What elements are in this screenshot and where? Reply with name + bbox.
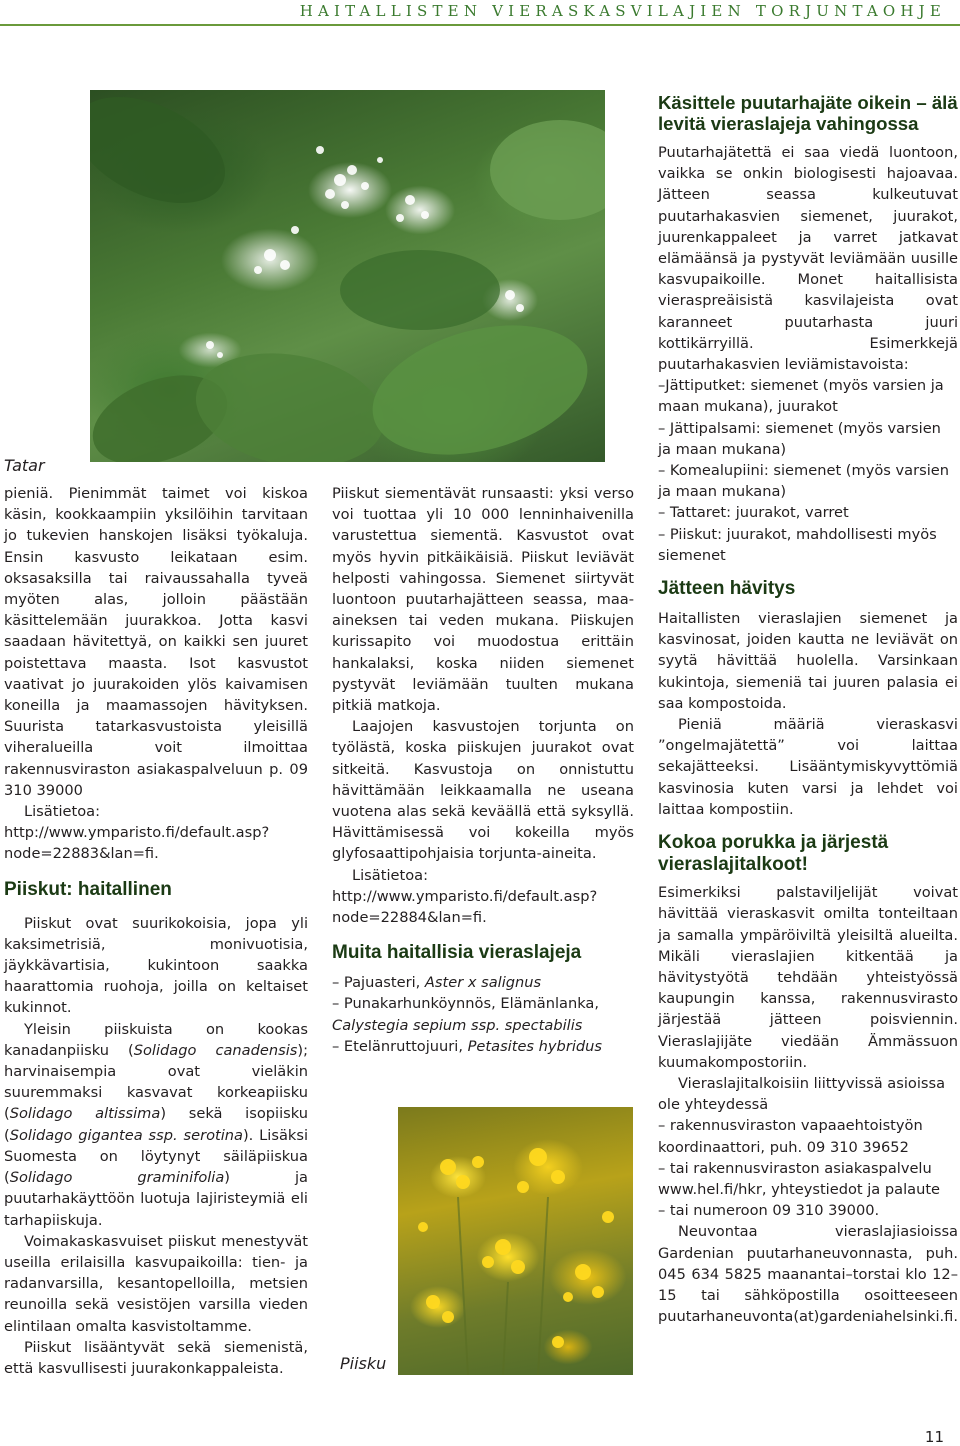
waste-disposal-heading: Jätteen hävitys	[658, 578, 796, 600]
column-1	[4, 483, 308, 1379]
other-species-item: – Punakarhunköynnös, Elämänlanka, Calystegia sepium ssp. spectabilis	[332, 995, 600, 1034]
gardenia-advice-paragraph: Neuvontaa vieraslajiasioissa Gardenian puutarhaneuvonnasta, puh. 045 634 5825 maanantai–torstai klo 12–15 tai sähköpostilla osoitteeseen puutarhaneuvonta(at)gardeniahelsinki.fi.	[658, 1223, 958, 1326]
contact-coordinator: – rakennusviraston vapaaehtoistyön koordinaattori, puh. 09 310 39652	[658, 1117, 923, 1156]
tatar-removal-paragraph: pieniä. Pienimmät taimet voi kiskoa käsin, kookkaampiin yksilöihin tarvitaan jo tukevien hanskojen lisäksi työkaluja. Ensin kasvusto leikataan esim. oksasaksilla tai raivaussahalla tyveä myöten alas, jolloin päästään käsittelemään juurakkoa. Jotta kasvi saadaan hävitettyä, on kaikki sen juuret poistettava maasta. Isot kasvustot vaativat jo juurakoiden ylös kaivamisen koneilla ja maamassojen hävityksen. Suurista tatarkasvustoista yleisillä viheralueilla voit ilmoittaa rakennusviraston asiakaspalveluun p. 09 310 39000	[4, 485, 308, 799]
species-text-1: Yleisin piiskuista on kookas kanadanpiisku (	[4, 1020, 308, 1059]
column-2	[332, 483, 634, 1057]
piiskut-heading: Piiskut: haitallinen	[4, 878, 172, 900]
garden-waste-heading: Käsittele puutarhajäte oikein – älä levitä vieraslajeja vahingossa	[658, 92, 958, 134]
running-header	[0, 0, 960, 26]
piiskut-spread-paragraph: Piiskut siementävät runsaasti: yksi verso voi tuottaa yli 10 000 lenninhaivenilla varustettua siementä. Kasvustot ovat myös hyvin pitkäikäisiä. Piiskut leviävät helposti vahingossa. Siemenet siirtyvät luontoon puutarhajätteen seassa, maa-aineksen tai veden mukana. Piiskujen kurissapito voi muodostua erittäin hankalaksi, koska niiden siemenet pystyvät leviämään tuulten mukana pitkiä matkoja.	[332, 485, 634, 715]
piiskut-habitat-paragraph: Voimakaskasvuiset piiskut menestyvät useilla erilaisilla kasvupaikoilla: tien- ja radanvarsilla, kesantopelloilla, metsien reunoilla sekä vesistöjen varsilla vieden elintilaan omalta kasvistoltamme.	[4, 1232, 308, 1335]
species-name-gigantea: Solidago gigantea ssp. serotina	[9, 1126, 243, 1144]
piiskut-control-paragraph: Laajojen kasvustojen torjunta on työlästä, koska piiskujen juurakot ovat sitkeitä. Kasvustoja on onnistuttu hävittämään leikkaamalla ne useana vuotena alas sekä keväällä että syksyllä. Hävittämisessä voi kokeilla myös glyfosaattipohjaisia torjunta-aineita.	[332, 718, 634, 863]
spread-method-item: – Piiskut: juurakot, mahdollisesti myös siemenet	[658, 525, 937, 564]
small-waste-paragraph: Pieniä määriä vieraskasvi ”ongelmajätettä” voi laittaa sekajätteeksi. Lisääntymiskyvyttömiä kasvinosia kuten varsi ja lehdet voi laittaa kompostiin.	[658, 716, 958, 818]
piiskut-description: Piiskut ovat suurikokoisia, jopa yli kaksimetrisiä, monivuotisia, jäykkävartisia, kukintoon saakka haarattomia ruohoja, joilla on keltaiset kukinnot.	[4, 914, 308, 1017]
volunteer-paragraph: Esimerkiksi palstaviljelijät voivat hävittää vieraskasvit omilta tonteiltaan ja samalla ympäröiviltä yleisiltä alueilta. Mikäli vieraslajien kitkentää ja hävitystyötä tehdään yhteistyössä kaupungin kanssa, rakennusvirasto järjestää jätteen poisviennin. Vieraslajijäte viedään Ämmässuon kuumakompostoriin.	[658, 884, 958, 1071]
piisku-photo	[398, 1107, 633, 1375]
document-title: HAITALLISTEN VIERASKASVILAJIEN TORJUNTAOHJE	[299, 2, 946, 20]
tatar-photo	[90, 90, 605, 462]
species-text-3: ) sekä isopiisku (	[4, 1105, 308, 1144]
contact-customer-service: – tai rakennusviraston asiakaspalvelu www.hel.fi/hkr, yhteystiedot ja palaute	[658, 1159, 941, 1198]
header-rule	[0, 24, 960, 26]
species-name-canadensis: Solidago canadensis	[133, 1041, 298, 1059]
piiskut-reproduction-paragraph: Piiskut lisääntyvät sekä siemenistä, että kasvullisesti juurakonkappaleista.	[4, 1338, 308, 1377]
species-name-altissima: Solidago altissima	[9, 1105, 161, 1123]
species-name-graminifolia: Solidago graminifolia	[9, 1169, 225, 1187]
spread-method-item: –Jättiputket: siemenet (myös varsien ja maan mukana), juurakot	[658, 377, 944, 416]
flower-illustration	[398, 1107, 633, 1375]
contact-intro: Vieraslajitalkoisiin liittyvissä asioissa ole yhteydessä	[658, 1074, 946, 1114]
tatar-more-info: Lisätietoa: http://www.ymparisto.fi/default.asp?node=22883&lan=fi.	[4, 803, 270, 863]
leaf-illustration	[90, 90, 605, 462]
garden-waste-paragraph: Puutarhajätettä ei saa viedä luontoon, vaikka se onkin biologisesti hajoavaa. Jätteen seassa kulkeutuvat puutarhakasvien siemenet, juurakot, juurenkappaleet ja varret jatkavat elämäänsä ja pystyvät leviämään uusille kasvupaikoille. Monet haitallisista vieraspreäisistä kasvilajeista ovat karanneet puutarhasta juuri kottikärryillä. Esimerkkejä puutarhakasvien leviämistavoista:	[658, 144, 958, 374]
other-species-item: – Etelänruttojuuri, Petasites hybridus	[332, 1037, 602, 1055]
page-number: 11	[924, 1428, 944, 1446]
species-text-5: ) ja puutarhakäyttöön luotuja lajiristeymiä eli tarhapiiskuja.	[4, 1169, 308, 1229]
volunteer-heading: Kokoa porukka ja järjestä vieraslajitalkoot!	[658, 832, 889, 876]
other-species-heading: Muita haitallisia vieraslajeja	[332, 942, 582, 964]
piiskut-species-paragraph	[4, 1019, 308, 1231]
piiskut-more-info: Lisätietoa: http://www.ymparisto.fi/default.asp?node=22884&lan=fi.	[332, 866, 598, 927]
species-text-2: ); harvinaisempia ovat vieläkin suuremmaksi kasvavat korkeapiisku (	[4, 1041, 308, 1123]
species-text-4: ). Lisäksi Suomesta on löytynyt säiläpiiskua (	[4, 1126, 309, 1187]
other-species-item: – Pajuasteri, Aster x salignus	[332, 974, 542, 992]
piisku-caption: Piisku	[340, 1354, 387, 1373]
column-3	[658, 92, 958, 1327]
spread-method-item: – Jättipalsami: siemenet (myös varsien ja maan mukana)	[658, 419, 941, 458]
contact-phone: – tai numeroon 09 310 39000.	[658, 1202, 880, 1220]
waste-disposal-paragraph: Haitallisten vieraslajien siemenet ja kasvinosat, joiden kautta ne leviävät on syytä hävittää huolella. Varsinkaan kukintoja, siemeniä tai juuren palasia ei saa kompostoida.	[658, 610, 958, 712]
tatar-caption: Tatar	[4, 456, 45, 475]
spread-method-item: – Tattaret: juurakot, varret	[658, 504, 849, 522]
spread-method-item: – Komealupiini: siemenet (myös varsien ja maan mukana)	[658, 462, 949, 501]
